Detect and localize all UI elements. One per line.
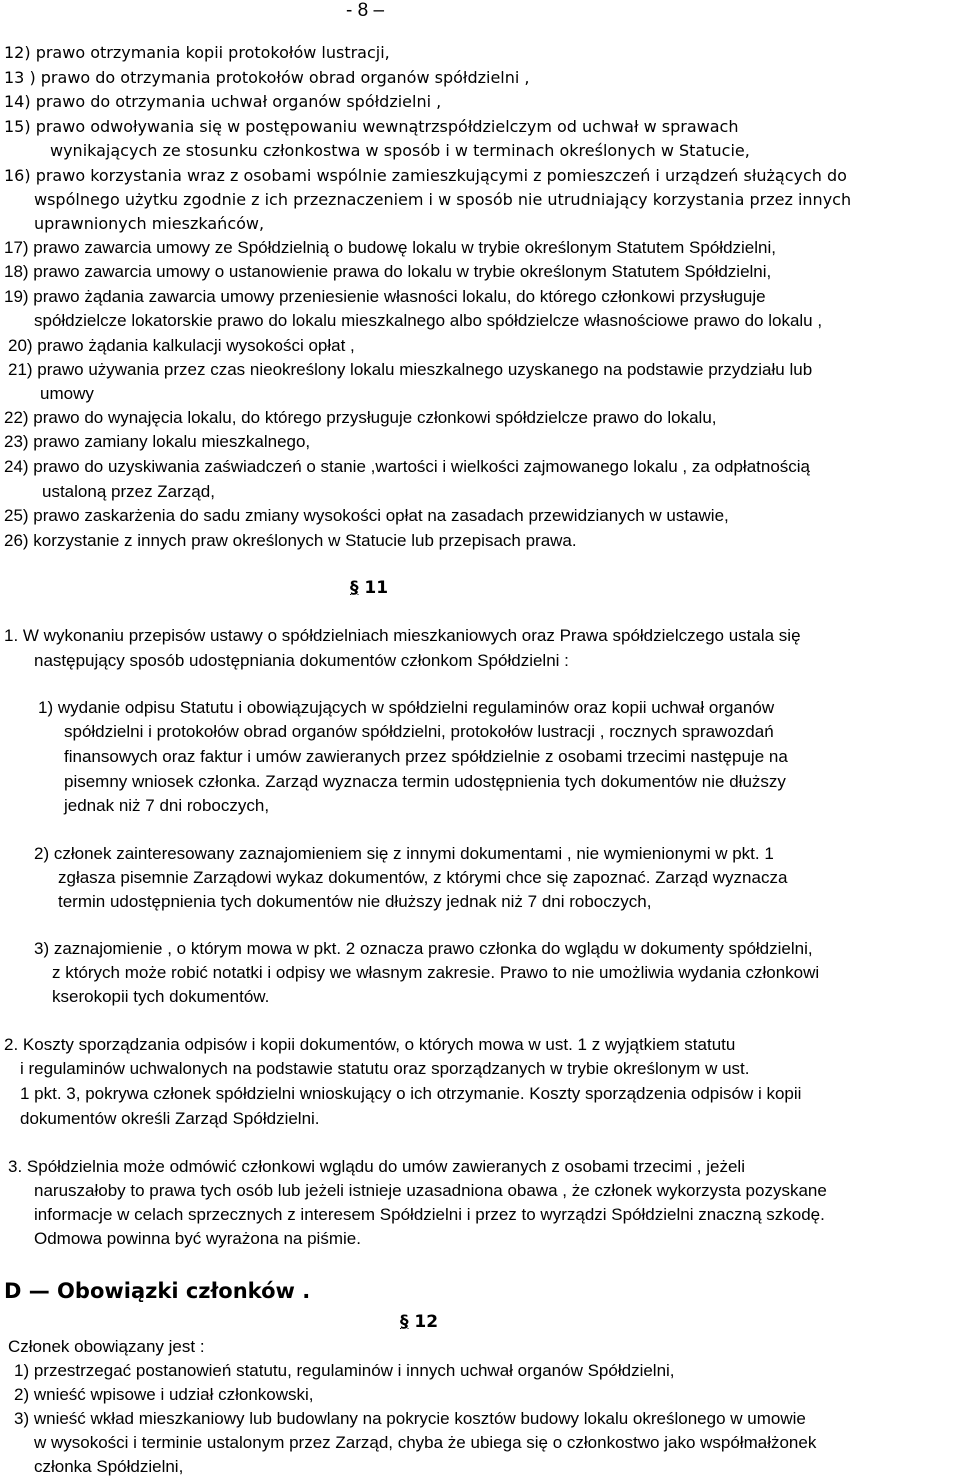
list-item: 22) prawo do wynajęcia lokalu, do którego przysługuje członkowi spółdzielcze prawo do lokalu, <box>4 408 717 427</box>
list-item: 26) korzystanie z innych praw określonych w Statucie lub przepisach prawa. <box>4 531 577 550</box>
paragraph-line: spółdzielni i protokołów obrad organów spółdzielni, protokołów lustracji , rocznych sprawozdań <box>64 722 774 741</box>
list-item: 21) prawo używania przez czas nieokreślony lokalu mieszkalnego uzyskanego na podstawie przydziału lub <box>8 360 813 379</box>
list-item: 14) prawo do otrzymania uchwał organów spółdzielni , <box>4 92 442 111</box>
paragraph-line: 3) zaznajomienie , o którym mowa w pkt. 2 oznacza prawo członka do wglądu w dokumenty spółdzielni, <box>34 939 813 958</box>
list-item: 16) prawo korzystania wraz z osobami wspólnie zamieszkującymi z pomieszczeń i urządzeń służących do <box>4 166 847 185</box>
page-number: - 8 – <box>346 0 385 21</box>
list-item: uprawnionych mieszkańców, <box>34 214 265 233</box>
list-item: 2) wnieść wpisowe i udział członkowski, <box>14 1385 314 1404</box>
paragraph-line: następujący sposób udostępniania dokumentów członkom Spółdzielni : <box>34 651 569 670</box>
list-item: wspólnego użytku zgodnie z ich przeznaczeniem i w sposób nie utrudniający korzystania przez innych <box>34 190 852 209</box>
paragraph-line: 1 pkt. 3, pokrywa członek spółdzielni wnioskujący o ich otrzymanie. Koszty sporządzenia odpisów i kopii <box>20 1084 802 1103</box>
list-item: wynikających ze stosunku członkostwa w sposób i w terminach określonych w Statucie, <box>50 141 750 160</box>
list-item: 12) prawo otrzymania kopii protokołów lustracji, <box>4 43 390 62</box>
list-item: w wysokości i terminie ustalonym przez Zarząd, chyba że ubiega się o członkostwo jako współmałżonek <box>34 1433 817 1452</box>
list-item: 23) prawo zamiany lokalu mieszkalnego, <box>4 432 311 451</box>
list-item: spółdzielcze lokatorskie prawo do lokalu mieszkalnego albo spółdzielcze własnościowe prawo do lokalu , <box>34 311 823 330</box>
list-item: 18) prawo zawarcia umowy o ustanowienie prawa do lokalu w trybie określonym Statutem Spółdzielni, <box>4 262 772 281</box>
section-number: 12 <box>408 1312 439 1332</box>
section-heading-11 <box>350 577 388 599</box>
list-item: 13 ) prawo do otrzymania protokołów obrad organów spółdzielni , <box>4 68 530 87</box>
section-sign: § <box>350 578 359 598</box>
section-heading-d: D — Obowiązki członków . <box>4 1279 311 1303</box>
list-item: 1) przestrzegać postanowień statutu, regulaminów i innych uchwał organów Spółdzielni, <box>14 1361 675 1380</box>
paragraph-line: termin udostępnienia tych dokumentów nie dłuższy jednak niż 7 dni roboczych, <box>58 892 652 911</box>
list-item: 20) prawo żądania kalkulacji wysokości opłat , <box>8 336 355 355</box>
paragraph-line: 1) wydanie odpisu Statutu i obowiązujących w spółdzielni regulaminów oraz kopii uchwał organów <box>38 698 775 717</box>
paragraph-line: 3. Spółdzielnia może odmówić członkowi wglądu do umów zawieranych z osobami trzecimi , jeżeli <box>8 1157 745 1176</box>
list-item: 19) prawo żądania zawarcia umowy przeniesienie własności lokalu, do którego członkowi przysługuje <box>4 287 766 306</box>
list-item: 17) prawo zawarcia umowy ze Spółdzielnią o budowę lokalu w trybie określonym Statutem Spółdzielni, <box>4 238 776 257</box>
paragraph-line: kserokopii tych dokumentów. <box>52 987 270 1006</box>
paragraph-line: 1. W wykonaniu przepisów ustawy o spółdzielniach mieszkaniowych oraz Prawa spółdzielczego ustala się <box>4 626 801 645</box>
section-number: 11 <box>358 578 389 598</box>
paragraph-line: i regulaminów uchwalonych na podstawie statutu oraz sporządzanych w trybie określonym w ust. <box>20 1059 750 1078</box>
list-item: 3) wnieść wkład mieszkaniowy lub budowlany na pokrycie kosztów budowy lokalu określonego w umowie <box>14 1409 806 1428</box>
paragraph-line: dokumentów określi Zarząd Spółdzielni. <box>20 1109 320 1128</box>
paragraph-line: 2. Koszty sporządzania odpisów i kopii dokumentów, o których mowa w ust. 1 z wyjątkiem statutu <box>4 1035 736 1054</box>
list-item: 15) prawo odwoływania się w postępowaniu wewnątrzspółdzielczym od uchwał w sprawach <box>4 117 739 136</box>
section-heading-12 <box>400 1311 438 1333</box>
section-sign: § <box>400 1312 409 1332</box>
paragraph-line: zgłasza pisemnie Zarządowi wykaz dokumentów, z którymi chce się zapoznać. Zarząd wyznacza <box>58 868 788 887</box>
paragraph-line: 2) członek zainteresowany zaznajomieniem się z innymi dokumentami , nie wymienionymi w pkt. 1 <box>34 844 774 863</box>
paragraph-line: Odmowa powinna być wyrażona na piśmie. <box>34 1229 361 1248</box>
paragraph-line: pisemny wniosek członka. Zarząd wyznacza termin udostępnienia tych dokumentów nie dłuższy <box>64 772 786 791</box>
paragraph-line: jednak niż 7 dni roboczych, <box>64 796 270 815</box>
list-item: umowy <box>40 384 94 403</box>
list-item: 24) prawo do uzyskiwania zaświadczeń o stanie ,wartości i wielkości zajmowanego lokalu , za odpłatnością <box>4 457 811 476</box>
paragraph-line: informacje w celach sprzecznych z interesem Spółdzielni i przez to wyrządzi Spółdzielni znaczną szkodę. <box>34 1205 825 1224</box>
list-item: 25) prawo zaskarżenia do sadu zmiany wysokości opłat na zasadach przewidzianych w ustawie, <box>4 506 729 525</box>
list-item: ustaloną przez Zarząd, <box>42 482 215 501</box>
paragraph-line: Członek obowiązany jest : <box>8 1337 205 1356</box>
paragraph-line: finansowych oraz faktur i umów zawieranych przez spółdzielnie z osobami trzecimi następuje na <box>64 747 788 766</box>
list-item: członka Spółdzielni, <box>34 1457 184 1476</box>
paragraph-line: naruszałoby to prawa tych osób lub jeżeli istnieje uzasadniona obawa , że członek wykorzysta pozyskane <box>34 1181 827 1200</box>
paragraph-line: z których może robić notatki i odpisy we własnym zakresie. Prawo to nie umożliwia wydania członkowi <box>52 963 820 982</box>
